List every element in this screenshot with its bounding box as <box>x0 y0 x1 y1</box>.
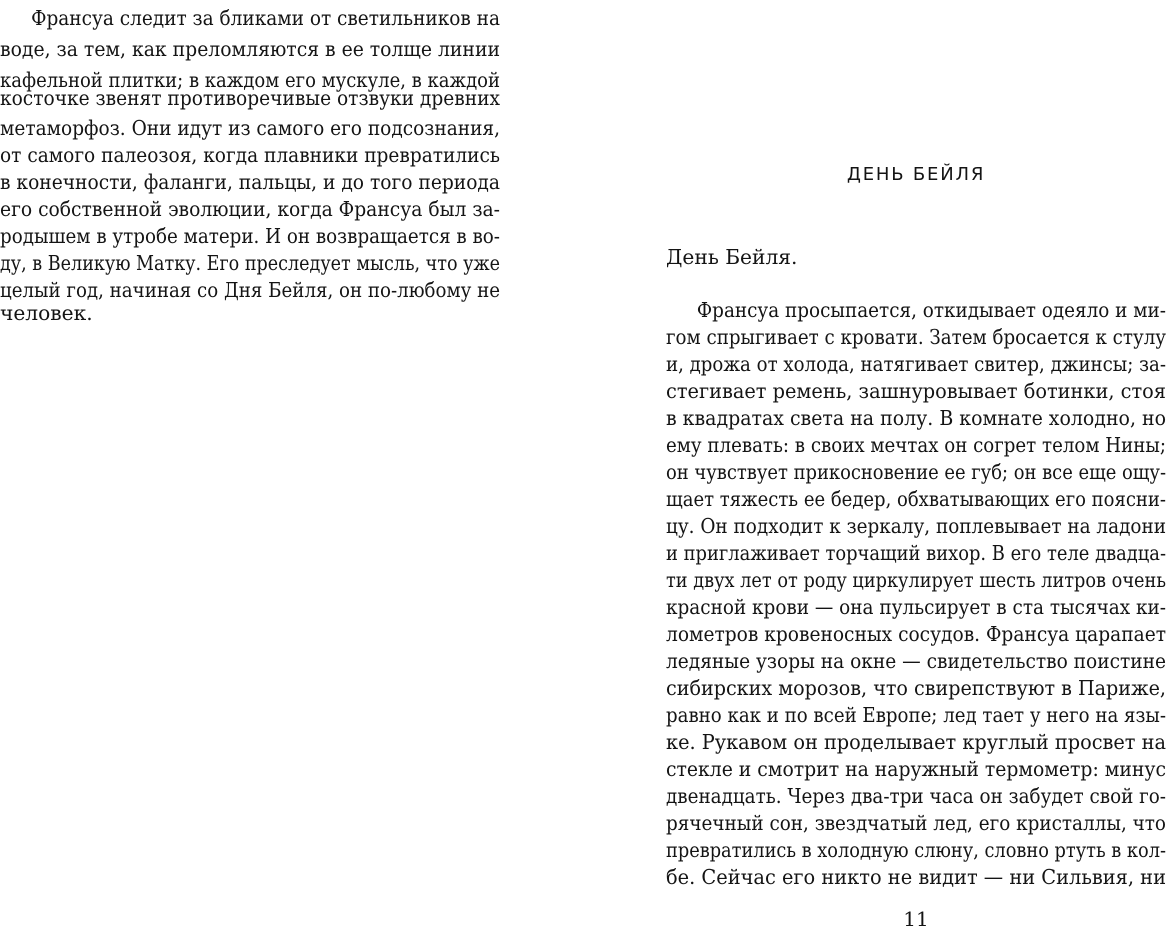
right-paragraph-line: красной крови — она пульсирует в ста тысячах ки- <box>666 595 1166 619</box>
left-paragraph-line: Франсуа следит за бликами от светильников на <box>31 6 501 30</box>
chapter-opening-line: День Бейля. <box>666 245 798 269</box>
right-paragraph-line: цу. Он подходит к зеркалу, поплевывает на ладони <box>666 514 1166 538</box>
left-paragraph-line: человек. <box>0 301 93 325</box>
chapter-title: ДЕНЬ БЕЙЛЯ <box>846 164 986 185</box>
right-paragraph-line: сибирских морозов, что свирепствуют в Париже, <box>666 676 1166 700</box>
right-paragraph-line: и приглаживает торчащий вихор. В его теле двадца- <box>666 541 1166 565</box>
left-paragraph-line: родышем в утробе матери. И он возвращается в во- <box>0 224 500 248</box>
right-paragraph-line: превратились в холодную слюну, словно ртуть в кол- <box>666 838 1166 862</box>
right-paragraph-line: равно как и по всей Европе; лед тает у него на язы- <box>666 703 1166 727</box>
left-paragraph-line: воде, за тем, как преломляются в ее толще линии <box>0 37 500 61</box>
right-paragraph-line: ке. Рукавом он проделывает круглый просвет на <box>666 730 1166 754</box>
right-paragraph-line: ему плевать: в своих мечтах он согрет телом Нины; <box>666 433 1166 457</box>
right-paragraph-line: стекле и смотрит на наружный термометр: минус <box>666 757 1166 781</box>
left-paragraph-line: его собственной эволюции, когда Франсуа был за- <box>0 197 500 221</box>
right-paragraph-line: он чувствует прикосновение ее губ; он все еще ощу- <box>666 460 1166 484</box>
right-page <box>666 0 1166 936</box>
right-paragraph-line: и, дрожа от холода, натягивает свитер, джинсы; за- <box>666 352 1166 376</box>
right-paragraph-line: лометров кровеносных сосудов. Франсуа царапает <box>666 622 1166 646</box>
left-paragraph-line: кафельной плитки; в каждом его мускуле, в каждой <box>0 68 500 92</box>
left-paragraph-line: целый год, начиная со Дня Бейля, он по-любому не <box>0 278 500 302</box>
right-paragraph-line: ти двух лет от роду циркулирует шесть литров очень <box>666 568 1166 592</box>
left-paragraph-line: метаморфоз. Они идут из самого его подсознания, <box>0 116 500 140</box>
left-paragraph-line: в конечности, фаланги, пальцы, и до того периода <box>0 170 500 194</box>
right-paragraph-line: ледяные узоры на окне — свидетельство поистине <box>666 649 1166 673</box>
right-paragraph-line: Франсуа просыпается, откидывает одеяло и ми- <box>696 298 1166 322</box>
right-paragraph-line: щает тяжесть ее бедер, обхватывающих его поясни- <box>666 487 1166 511</box>
left-paragraph-line: ду, в Великую Матку. Его преследует мысль, что уже <box>0 251 500 275</box>
right-paragraph-line: стегивает ремень, зашнуровывает ботинки, стоя <box>666 379 1166 403</box>
left-paragraph-line: от самого палеозоя, когда плавники превратились <box>0 143 500 167</box>
right-paragraph-line: двенадцать. Через два-три часа он забудет свой го- <box>666 784 1166 808</box>
right-paragraph-line: рячечный сон, звездчатый лед, его кристаллы, что <box>666 811 1166 835</box>
left-paragraph-line: косточке звенят противоречивые отзвуки древних <box>0 86 501 110</box>
right-paragraph-line: в квадратах света на полу. В комнате холодно, но <box>666 406 1166 430</box>
right-paragraph-line: гом спрыгивает с кровати. Затем бросается к стулу <box>666 325 1166 349</box>
page-number: 11 <box>903 907 929 931</box>
left-page <box>0 0 500 936</box>
right-paragraph-line: бе. Сейчас его никто не видит — ни Сильвия, ни <box>666 865 1166 889</box>
